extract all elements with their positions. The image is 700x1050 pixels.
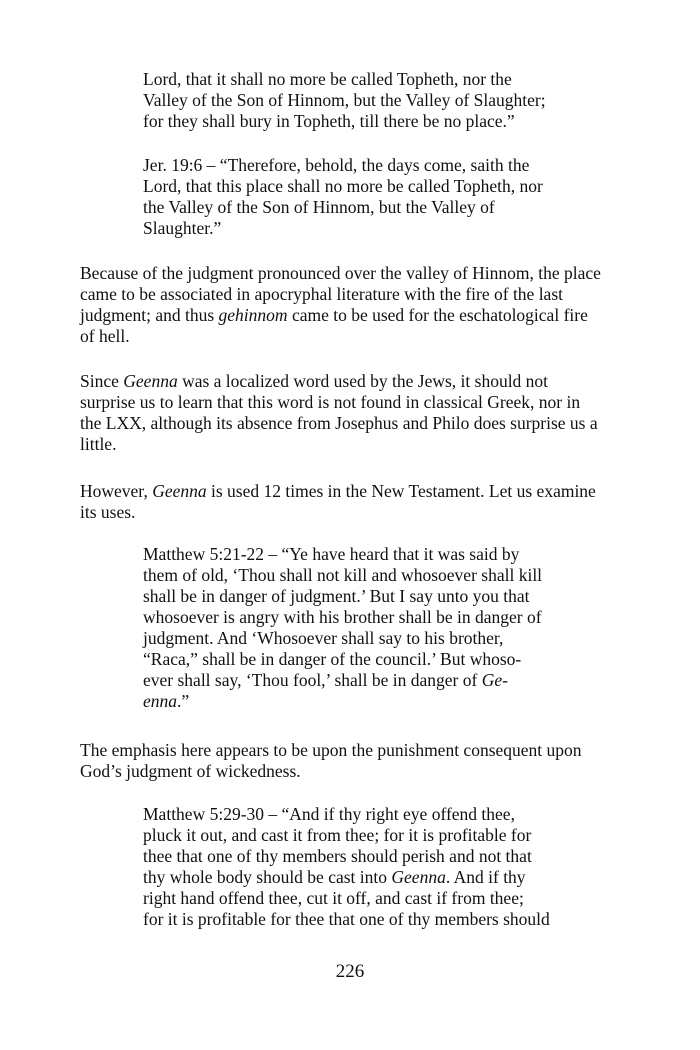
text-line — [143, 197, 583, 218]
page-number: 226 — [335, 961, 365, 982]
text-run: thy whole body should be cast into — [143, 867, 392, 887]
text-run: pluck it out, and cast it from thee; for it is profitable for — [143, 825, 532, 845]
text-run: came to be associated in apocryphal literature with the fire of the last — [80, 284, 564, 304]
text-line — [143, 846, 583, 867]
text-run: judgment. And ‘Whosoever shall say to his brother, — [143, 628, 504, 648]
text-line — [80, 434, 640, 455]
text-run: Lord, that this place shall no more be called Topheth, nor — [143, 176, 543, 196]
quote-block — [143, 804, 583, 930]
text-line — [143, 586, 583, 607]
text-run: of hell. — [80, 326, 130, 346]
text-line — [80, 371, 640, 392]
text-line — [80, 392, 640, 413]
text-run: However, — [80, 481, 153, 501]
text-run: right hand offend thee, cut it off, and cast if from thee; — [143, 888, 524, 908]
text-line — [143, 90, 583, 111]
text-line — [80, 284, 640, 305]
text-line — [143, 691, 583, 712]
text-line — [143, 565, 583, 586]
text-run: its uses. — [80, 502, 136, 522]
text-line — [143, 607, 583, 628]
text-line — [143, 111, 583, 132]
text-line — [143, 825, 583, 846]
italic-term: enna — [143, 691, 178, 711]
text-run: Since — [80, 371, 124, 391]
text-run: them of old, ‘Thou shall not kill and whosoever shall kill — [143, 565, 543, 585]
text-line — [80, 502, 640, 523]
italic-term: gehinnom — [218, 305, 288, 325]
text-run: shall be in danger of judgment.’ But I say unto you that — [143, 586, 530, 606]
text-line — [80, 263, 640, 284]
text-line — [80, 481, 640, 502]
body-paragraph — [80, 263, 640, 347]
body-paragraph — [80, 481, 640, 523]
text-line — [143, 218, 583, 239]
text-run: ever shall say, ‘Thou fool,’ shall be in danger of — [143, 670, 482, 690]
text-run: “Raca,” shall be in danger of the council.’ But whoso- — [143, 649, 522, 669]
text-run: whosoever is angry with his brother shall be in danger of — [143, 607, 542, 627]
text-run: for they shall bury in Topheth, till there be no place.” — [143, 111, 515, 131]
text-line — [80, 305, 640, 326]
text-line — [143, 628, 583, 649]
italic-term: Ge- — [481, 670, 508, 690]
text-run: was a localized word used by the Jews, it should not — [177, 371, 549, 391]
body-paragraph — [80, 371, 640, 455]
italic-term: Geenna — [152, 481, 207, 501]
text-line — [143, 867, 583, 888]
text-line — [143, 649, 583, 670]
text-line — [143, 804, 583, 825]
text-run: The emphasis here appears to be upon the punishment consequent upon — [80, 740, 582, 760]
quote-block — [143, 69, 583, 132]
quote-block — [143, 155, 583, 239]
text-line — [80, 761, 640, 782]
text-run: is used 12 times in the New Testament. Let us examine — [206, 481, 596, 501]
text-line — [80, 740, 640, 761]
text-run: God’s judgment of wickedness. — [80, 761, 301, 781]
text-run: the Valley of the Son of Hinnom, but the Valley of — [143, 197, 495, 217]
text-run: .” — [177, 691, 190, 711]
text-line — [143, 544, 583, 565]
text-run: Slaughter.” — [143, 218, 222, 238]
quote-block — [143, 544, 583, 712]
text-line — [80, 413, 640, 434]
text-line — [80, 326, 640, 347]
text-run: little. — [80, 434, 117, 454]
text-run: for it is profitable for thee that one of thy members should — [143, 909, 550, 929]
italic-term: Geenna — [391, 867, 446, 887]
text-line — [143, 176, 583, 197]
text-run: judgment; and thus — [80, 305, 219, 325]
text-run: thee that one of thy members should perish and not that — [143, 846, 532, 866]
body-paragraph — [80, 740, 640, 782]
text-run: Because of the judgment pronounced over the valley of Hinnom, the place — [80, 263, 601, 283]
text-line — [143, 155, 583, 176]
text-line — [143, 888, 583, 909]
text-line — [143, 69, 583, 90]
text-run: surprise us to learn that this word is not found in classical Greek, nor in — [80, 392, 581, 412]
text-line — [143, 670, 583, 691]
text-run: . And if thy — [445, 867, 526, 887]
text-run: Matthew 5:21-22 – “Ye have heard that it was said by — [143, 544, 520, 564]
text-run: came to be used for the eschatological fire — [287, 305, 588, 325]
italic-term: Geenna — [123, 371, 178, 391]
text-run: Jer. 19:6 – “Therefore, behold, the days come, saith the — [143, 155, 530, 175]
text-run: the LXX, although its absence from Josephus and Philo does surprise us a — [80, 413, 598, 433]
text-run: Valley of the Son of Hinnom, but the Valley of Slaughter; — [143, 90, 546, 110]
text-line — [143, 909, 583, 930]
text-run: Lord, that it shall no more be called Topheth, nor the — [143, 69, 512, 89]
text-run: Matthew 5:29-30 – “And if thy right eye offend thee, — [143, 804, 515, 824]
